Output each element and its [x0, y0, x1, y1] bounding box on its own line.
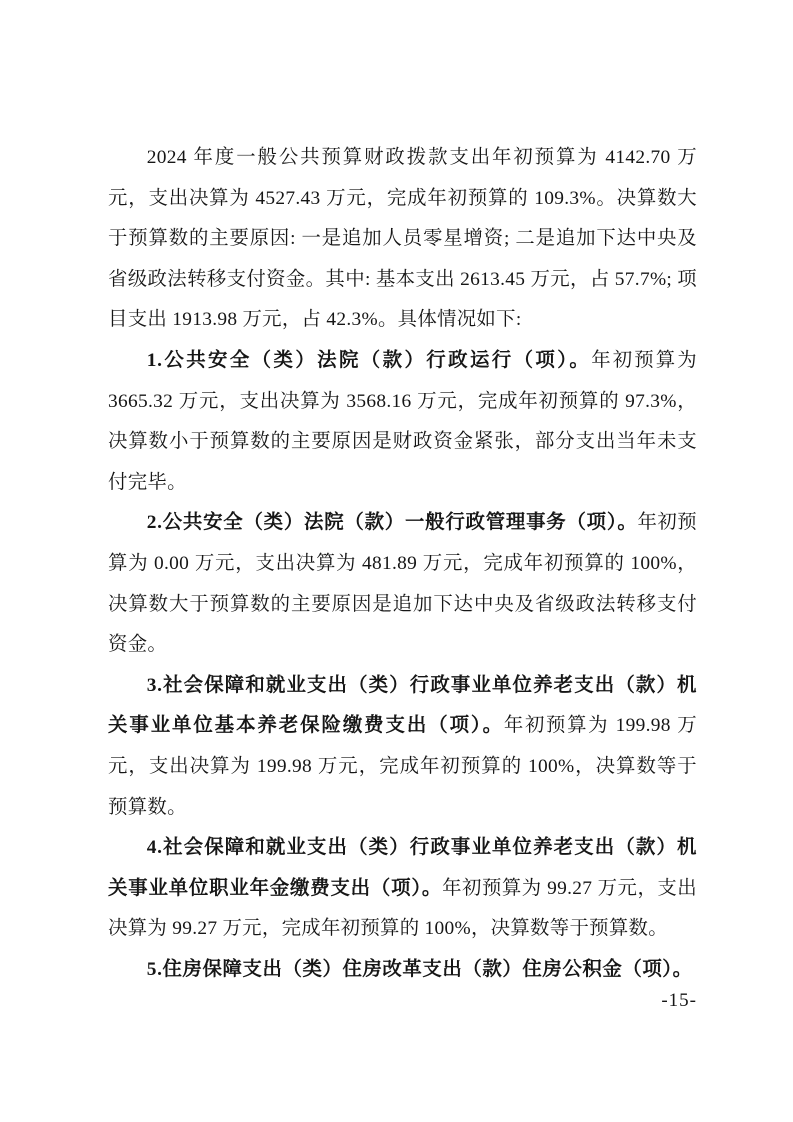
paragraph-lead: 1.公共安全（类）法院（款）行政运行（项）。: [146, 349, 592, 371]
paragraph-text: 年初预算为 3665.32 万元，支出决算为 3568.16 万元，完成年初预算的 97.3%，决算数小于预算数的主要原因是财政资金紧张，部分支出当年未支付完毕。: [108, 349, 697, 493]
page-number: -15-: [661, 990, 697, 1011]
paragraph-lead: 2.公共安全（类）法院（款）一般行政管理事务（项）。: [146, 512, 638, 534]
paragraph-text: 年初预算为 199.98 万元，支出决算为 199.98 万元，完成年初预算的 100%，决算数等于预算数。: [108, 715, 697, 818]
paragraph-item-3: [108, 666, 697, 828]
document-body: [108, 138, 697, 990]
paragraph-item-1: [108, 341, 697, 503]
paragraph-item-2: [108, 503, 697, 665]
paragraph-lead: 3.社会保障和就业支出（类）行政事业单位养老支出（款）机关事业单位基本养老保险缴费支出（项）。: [108, 674, 697, 737]
paragraph-text: 年初预算为 0.00 万元，支出决算为 481.89 万元，完成年初预算的 100%，决算数大于预算数的主要原因是追加下达中央及省级政法转移支付资金。: [108, 512, 697, 656]
paragraph-text: 2024 年度一般公共预算财政拨款支出年初预算为 4142.70 万元，支出决算为 4527.43 万元，完成年初预算的 109.3%。决算数大于预算数的主要原因: 一是追加人员零星增资; 二是追加下达中央及省级政法转移支付资金。其中: 基本支出 2613.45 万元，占 57.7%; 项目支出 1913.98 万元，占 42.3%。具体情况如下:: [108, 147, 697, 331]
paragraph-lead: 5.住房保障支出（类）住房改革支出（款）住房公积金（项）。: [146, 958, 693, 980]
paragraph-text: 年初预算为 99.27 万元，支出决算为 99.27 万元，完成年初预算的 100%，决算数等于预算数。: [108, 877, 697, 940]
paragraph-item-4: [108, 828, 697, 950]
paragraph-lead: 4.社会保障和就业支出（类）行政事业单位养老支出（款）机关事业单位职业年金缴费支出（项）。: [108, 837, 697, 899]
paragraph-item-5: [108, 950, 697, 991]
paragraph-intro: [108, 138, 697, 341]
